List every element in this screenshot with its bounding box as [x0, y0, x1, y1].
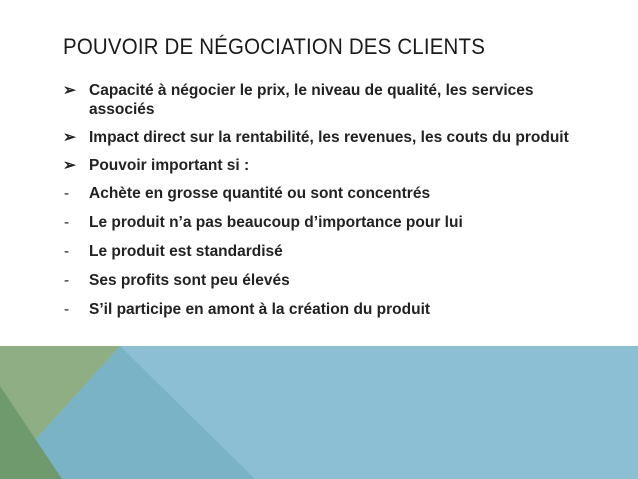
- dash-bullet: -: [64, 272, 70, 289]
- bullet-text: Capacité à négocier le prix, le niveau de qualité, les services associés: [89, 82, 534, 118]
- arrow-bullet-icon: ➢: [63, 129, 76, 146]
- slide-title: POUVOIR DE NÉGOCIATION DES CLIENTS: [63, 34, 486, 59]
- dash-item: [63, 271, 583, 290]
- bullet-item: [63, 128, 583, 147]
- dash-text: Achète en grosse quantité ou sont concentrés: [89, 185, 431, 202]
- arrow-bullet-icon: ➢: [63, 157, 76, 174]
- dash-item: [63, 242, 583, 261]
- dash-text: Le produit n’a pas beaucoup d’importance pour lui: [89, 214, 463, 231]
- bullet-list: [63, 81, 583, 329]
- bullet-text: Impact direct sur la rentabilité, les revenues, les couts du produit: [89, 129, 569, 146]
- dash-text: S’il participe en amont à la création du produit: [89, 301, 431, 318]
- bullet-text: Pouvoir important si :: [89, 157, 250, 174]
- dash-text: Le produit est standardisé: [89, 243, 283, 260]
- bullet-item: [63, 156, 583, 175]
- dash-item: [63, 300, 583, 319]
- dash-bullet: -: [64, 185, 70, 202]
- dash-item: [63, 213, 583, 232]
- bullet-item: [63, 81, 583, 119]
- dash-item: [63, 184, 583, 203]
- dash-bullet: -: [64, 243, 70, 260]
- arrow-bullet-icon: ➢: [63, 82, 76, 99]
- dash-bullet: -: [64, 214, 70, 231]
- decorative-band: [0, 346, 638, 479]
- dash-text: Ses profits sont peu élevés: [89, 272, 290, 289]
- dash-bullet: -: [64, 301, 70, 318]
